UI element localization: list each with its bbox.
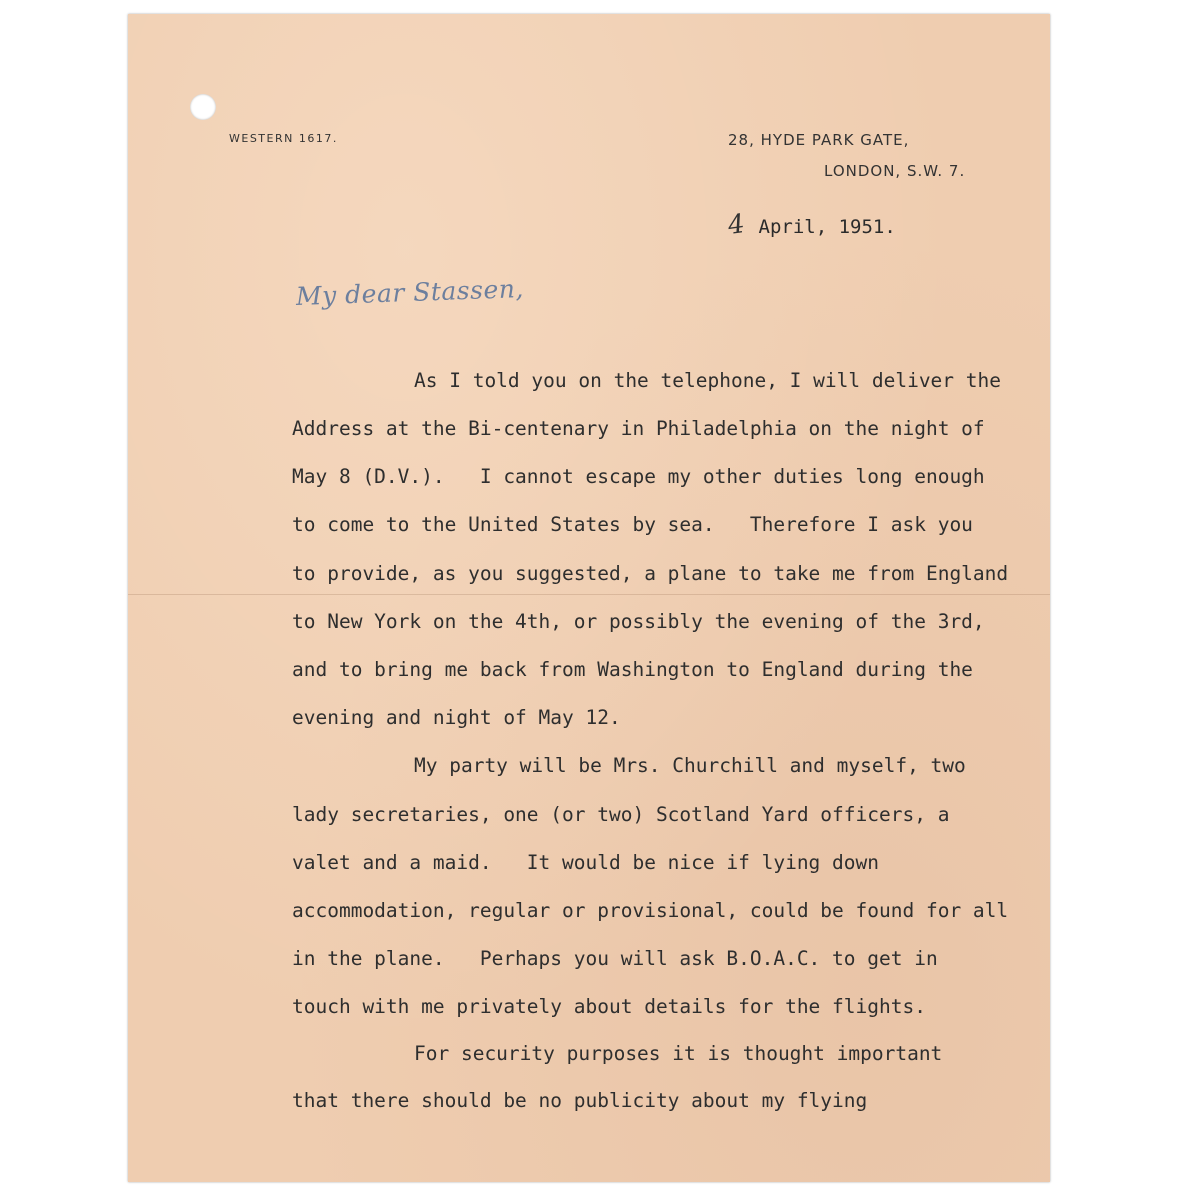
body-line: valet and a maid. It would be nice if lying down xyxy=(292,851,879,874)
body-line: May 8 (D.V.). I cannot escape my other duties long enough xyxy=(292,465,985,488)
body-line: accommodation, regular or provisional, could be found for all xyxy=(292,899,1009,922)
body-line: touch with me privately about details for the flights. xyxy=(292,995,926,1018)
body-line: As I told you on the telephone, I will deliver the xyxy=(414,369,1001,392)
body-line: that there should be no publicity about my flying xyxy=(292,1089,868,1112)
body-line: For security purposes it is thought important xyxy=(414,1042,943,1065)
body-line: lady secretaries, one (or two) Scotland Yard officers, a xyxy=(292,803,950,826)
body-line: to provide, as you suggested, a plane to take me from England xyxy=(292,562,1009,585)
body-line: Address at the Bi-centenary in Philadelphia on the night of xyxy=(292,417,985,440)
body-line: and to bring me back from Washington to England during the xyxy=(292,658,973,681)
body-line: My party will be Mrs. Churchill and myself, two xyxy=(414,754,966,777)
date-day-handwritten: 4 xyxy=(725,208,747,242)
letter-date xyxy=(725,208,896,242)
letterhead-address-line2: LONDON, S.W. 7. xyxy=(824,162,966,180)
salutation-handwritten: My dear Stassen, xyxy=(295,274,525,311)
body-line: to New York on the 4th, or possibly the evening of the 3rd, xyxy=(292,610,985,633)
letterhead-address-line1: 28, HYDE PARK GATE, xyxy=(728,131,910,149)
body-line: to come to the United States by sea. Therefore I ask you xyxy=(292,513,973,536)
paper-fold-line xyxy=(128,594,1050,595)
body-line: in the plane. Perhaps you will ask B.O.A.C. to get in xyxy=(292,947,938,970)
punch-hole xyxy=(190,94,216,120)
body-line: evening and night of May 12. xyxy=(292,706,621,729)
date-month-year: April, 1951. xyxy=(758,216,896,238)
letterhead-phone: WESTERN 1617. xyxy=(229,132,338,145)
letter-paper xyxy=(128,14,1050,1182)
